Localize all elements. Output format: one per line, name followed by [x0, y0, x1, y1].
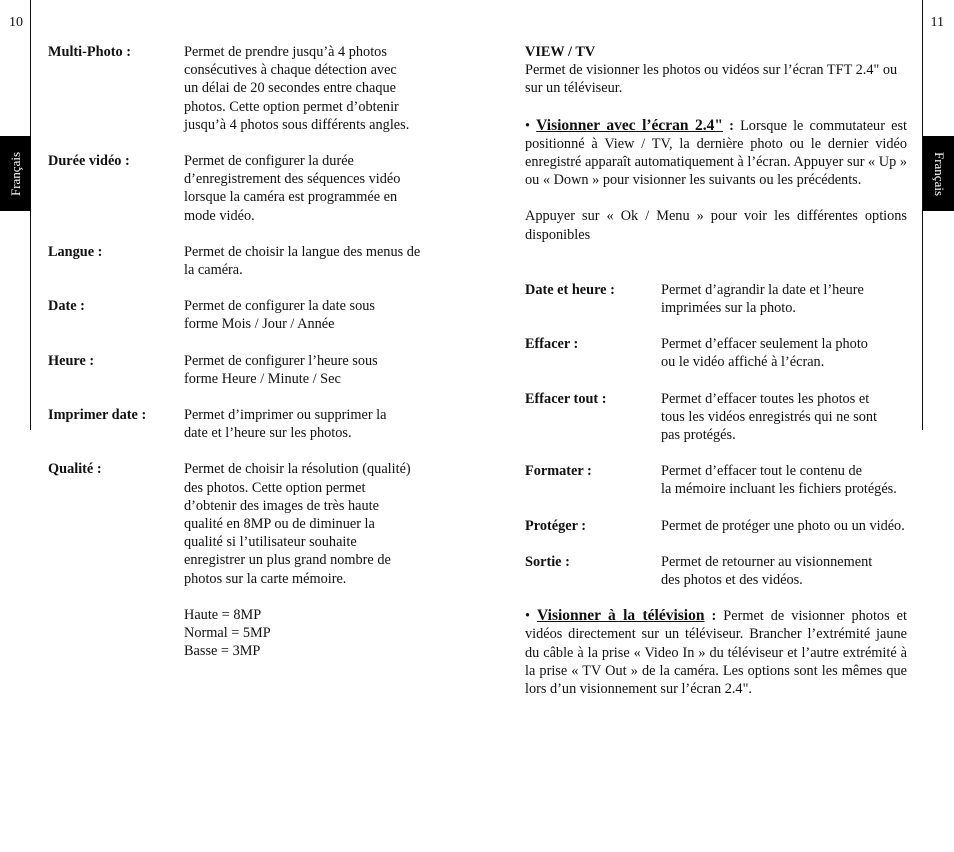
- setting-term: Qualité :: [48, 461, 102, 478]
- setting-term: Imprimer date :: [48, 407, 147, 424]
- description-line: Haute = 8MP: [184, 607, 262, 624]
- setting-description: [661, 517, 907, 535]
- setting-term: Protéger :: [525, 517, 586, 534]
- description-line: Permet d’effacer toutes les photos et: [661, 390, 870, 407]
- description-line: Permet d’effacer seulement la photo: [661, 336, 868, 353]
- description-line: ou le vidéo affiché à l’écran.: [661, 354, 825, 371]
- language-tab-right-label: Français: [931, 151, 947, 196]
- description-line: Permet de retourner au visionnement: [661, 553, 873, 570]
- page-number-left: 10: [9, 15, 23, 30]
- description-line: [184, 588, 448, 606]
- description-line: jusqu’à 4 photos sous différents angles.: [184, 116, 410, 133]
- description-line: Permet d’agrandir la date et l’heure: [661, 281, 864, 298]
- description-line: consécutives à chaque détection avec: [184, 62, 397, 79]
- setting-term: Langue :: [48, 243, 103, 260]
- setting-description: [661, 553, 907, 589]
- setting-description: [184, 352, 448, 388]
- section-heading: VIEW / TV: [525, 44, 596, 60]
- description-line: qualité en 8MP ou de diminuer la: [184, 516, 375, 533]
- language-tab-left: [0, 136, 31, 211]
- bullet-tv-title: Visionner à la télévision: [537, 607, 705, 625]
- setting-term: Effacer :: [525, 336, 579, 353]
- setting-entry: [48, 297, 448, 333]
- setting-description: [661, 390, 907, 445]
- setting-term: Sortie :: [525, 553, 570, 570]
- description-line: un délai de 20 secondes entre chaque: [184, 80, 396, 97]
- description-line: la caméra.: [184, 262, 243, 279]
- right-page-content: [525, 43, 907, 698]
- bullet-mark: •: [525, 117, 537, 134]
- setting-entry: [48, 352, 448, 388]
- description-line: imprimées sur la photo.: [661, 300, 797, 317]
- description-line: date et l’heure sur les photos.: [184, 425, 352, 442]
- menu-note: Appuyer sur « Ok / Menu » pour voir les différentes options disponibles: [525, 208, 907, 243]
- page-number-right: 11: [930, 15, 944, 30]
- description-line: forme Mois / Jour / Année: [184, 316, 335, 333]
- setting-term: Heure :: [48, 352, 95, 369]
- setting-entry: [48, 43, 448, 134]
- setting-description: [661, 281, 907, 317]
- setting-entry: [525, 390, 907, 445]
- setting-description: [661, 462, 907, 498]
- setting-term: Effacer tout :: [525, 390, 607, 407]
- setting-entry: [48, 460, 448, 660]
- description-line: Permet de protéger une photo ou un vidéo.: [661, 517, 905, 534]
- description-line: Permet de choisir la résolution (qualité): [184, 461, 411, 478]
- description-line: pas protégés.: [661, 427, 736, 444]
- menu-options-list: [525, 281, 907, 589]
- setting-term: Formater :: [525, 463, 592, 480]
- setting-description: [184, 460, 448, 660]
- description-line: mode vidéo.: [184, 207, 255, 224]
- section-intro: Permet de visionner les photos ou vidéos sur l’écran TFT 2.4" ou sur un téléviseur.: [525, 62, 898, 97]
- setting-term: Durée vidéo :: [48, 153, 130, 170]
- bullet-view-screen: • Visionner avec l’écran 2.4" : Lorsque le commutateur est positionné à View / TV, la dernière photo ou le dernier vidéo enregistré apparaît automatiquement à l’écran. Appuyer sur « Up » ou « Down » pour visionner les suivants ou les précédents.: [525, 116, 907, 189]
- description-line: d’obtenir des images de très haute: [184, 497, 379, 514]
- setting-description: [184, 406, 448, 442]
- bullet-view-screen-title: Visionner avec l’écran 2.4": [536, 116, 723, 134]
- description-line: enregistrer un plus grand nombre de: [184, 552, 391, 569]
- description-line: photos sur la carte mémoire.: [184, 570, 347, 587]
- right-margin-rule: [922, 0, 923, 430]
- description-line: des photos. Cette option permet: [184, 479, 366, 496]
- setting-description: [661, 335, 907, 371]
- description-line: lorsque la caméra est programmée en: [184, 189, 398, 206]
- setting-description: [184, 243, 448, 279]
- setting-entry: [525, 281, 907, 317]
- setting-entry: [525, 553, 907, 589]
- language-tab-right: [923, 136, 954, 211]
- description-line: Permet de choisir la langue des menus de: [184, 243, 421, 260]
- left-page-settings-list: [48, 43, 448, 679]
- setting-entry: [48, 152, 448, 225]
- description-line: qualité si l’utilisateur souhaite: [184, 534, 357, 551]
- setting-entry: [525, 517, 907, 535]
- setting-description: [184, 152, 448, 225]
- bullet-tv-text: Permet de visionner photos et vidéos directement sur un téléviseur. Brancher l’extrémité jaune du câble à la prise « Video In » du téléviseur et l’autre extrémité à la prise « TV Out » de la caméra. Les options sont les mêmes que lors d’un visionnement sur l’écran 2.4".: [525, 608, 907, 698]
- setting-entry: [525, 462, 907, 498]
- description-line: tous les vidéos enregistrés qui ne sont: [661, 408, 878, 425]
- description-line: d’enregistrement des séquences vidéo: [184, 171, 401, 188]
- setting-entry: [48, 243, 448, 279]
- setting-entry: [525, 335, 907, 371]
- description-line: la mémoire incluant les fichiers protégés.: [661, 481, 897, 498]
- description-line: Permet de prendre jusqu’à 4 photos: [184, 44, 387, 60]
- description-line: Permet de configurer la durée: [184, 153, 354, 170]
- description-line: Permet de configurer la date sous: [184, 298, 375, 315]
- setting-description: [184, 297, 448, 333]
- description-line: forme Heure / Minute / Sec: [184, 370, 341, 387]
- bullet-view-screen-text: Lorsque le commutateur est positionné à View / TV, la dernière photo ou le dernier vidéo enregistré apparaît automatiquement à l’écran. Appuyer sur « Up » ou « Down » pour visionner les suivants ou les précédents.: [525, 117, 907, 189]
- description-line: des photos et des vidéos.: [661, 572, 803, 589]
- setting-term: Date et heure :: [525, 281, 615, 298]
- description-line: Basse = 3MP: [184, 643, 261, 660]
- left-margin-rule: [30, 0, 31, 430]
- description-line: photos. Cette option permet d’obtenir: [184, 98, 399, 115]
- description-line: Normal = 5MP: [184, 625, 271, 642]
- description-line: Permet d’imprimer ou supprimer la: [184, 407, 387, 424]
- language-tab-left-label: Français: [7, 151, 23, 196]
- setting-term: Date :: [48, 298, 85, 315]
- description-line: Permet de configurer l’heure sous: [184, 352, 378, 369]
- setting-term: Multi-Photo :: [48, 44, 131, 60]
- setting-entry: [48, 406, 448, 442]
- description-line: Permet d’effacer tout le contenu de: [661, 463, 862, 480]
- setting-description: [184, 43, 448, 134]
- bullet-mark: •: [525, 608, 538, 625]
- bullet-tv: • Visionner à la télévision : Permet de visionner photos et vidéos directement sur un téléviseur. Brancher l’extrémité jaune du câble à la prise « Video In » du téléviseur et l’autre extrémité à la prise « TV Out » de la caméra. Les options sont les mêmes que lors d’un visionnement sur l’écran 2.4".: [525, 607, 907, 698]
